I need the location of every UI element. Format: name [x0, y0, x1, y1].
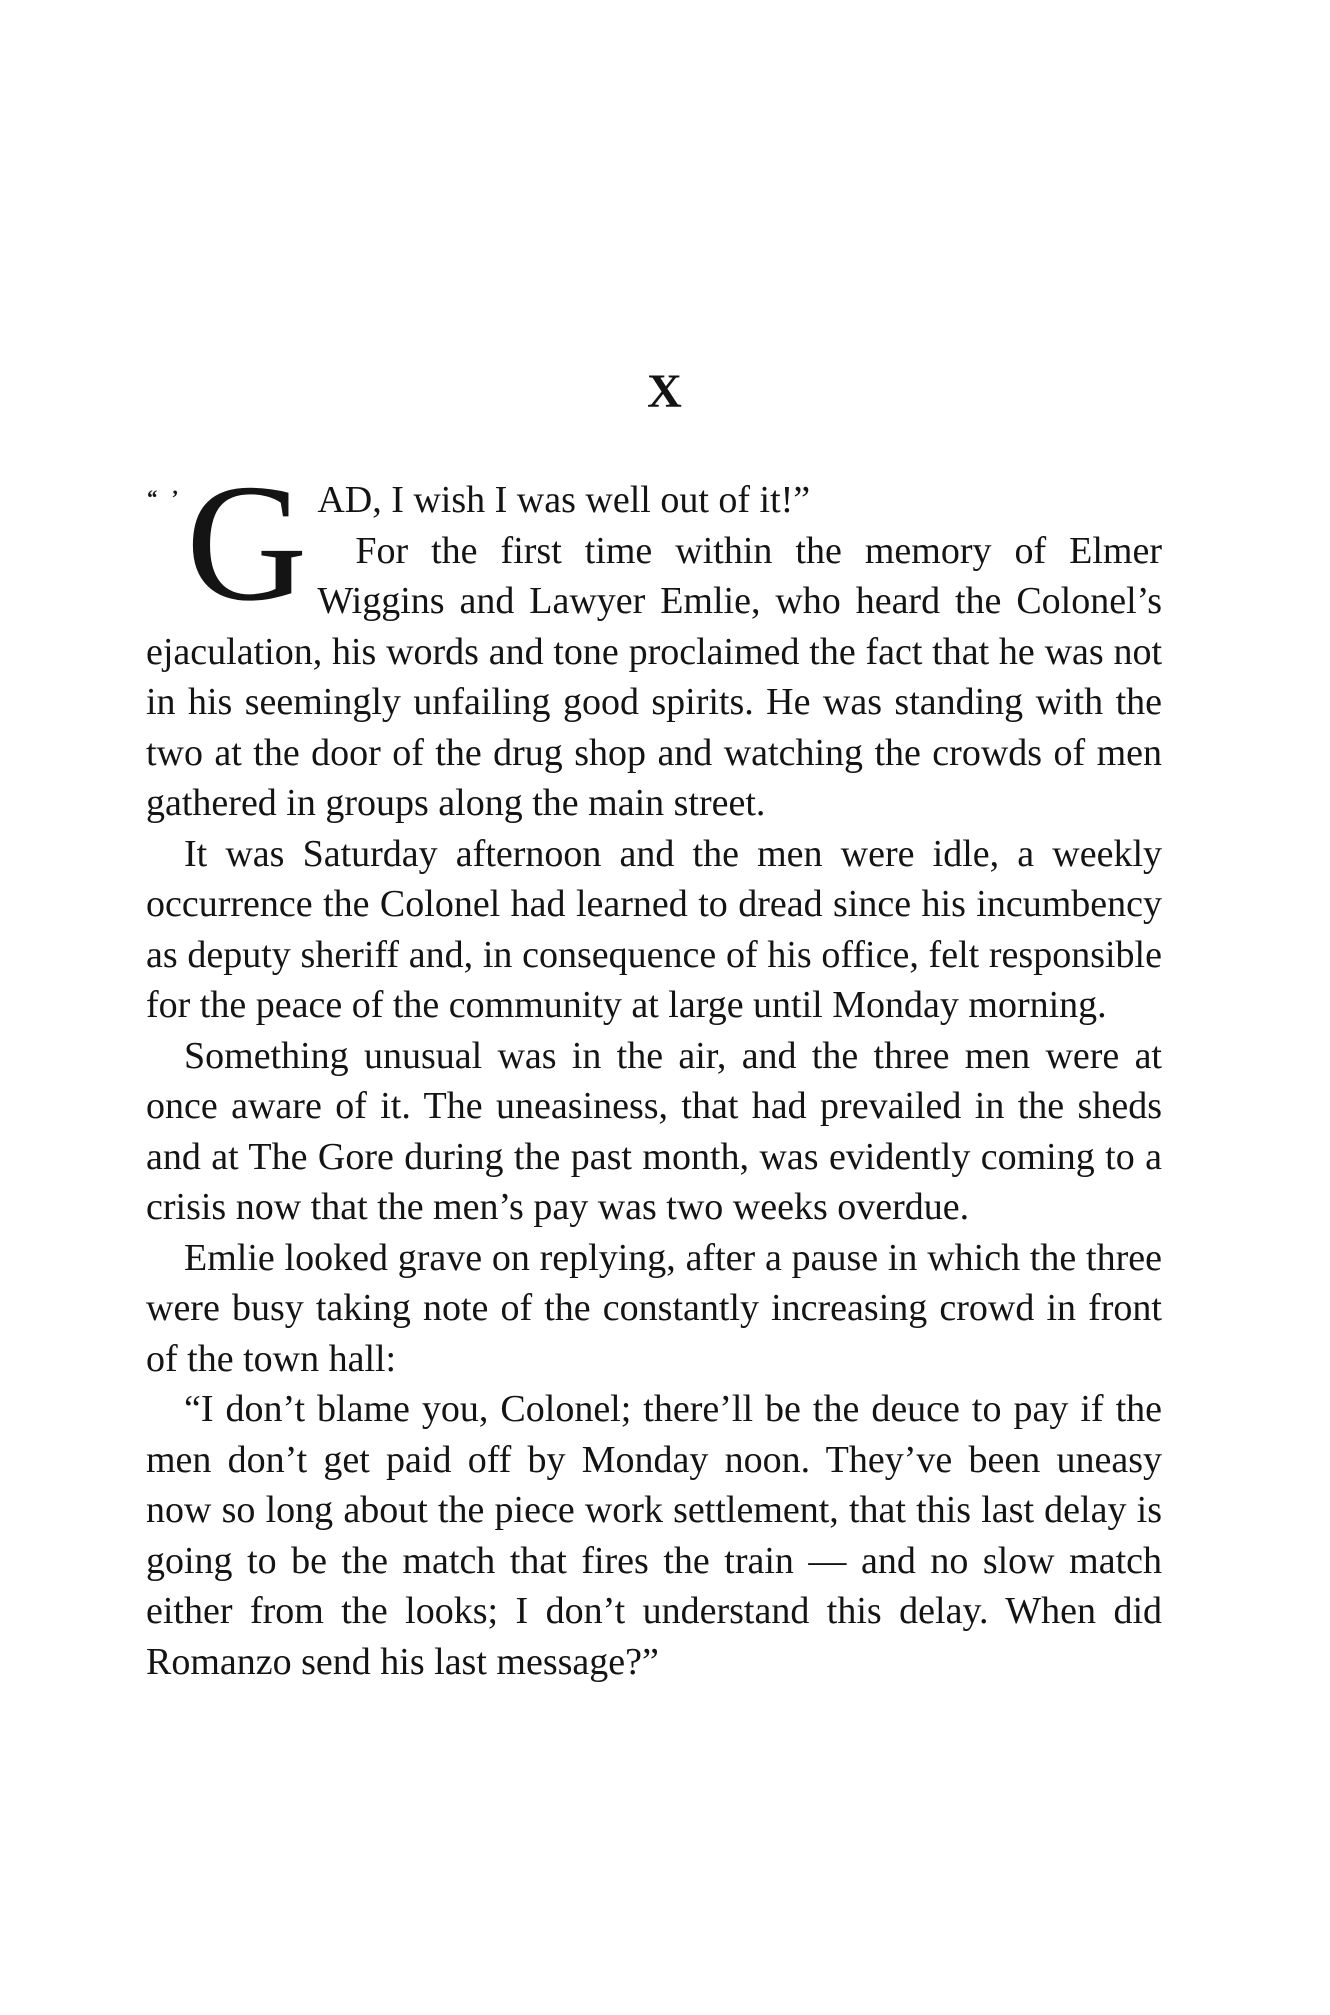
paragraph-2: It was Saturday afternoon and the men were idle, a weekly occurrence the Colonel had learned to dread since his incumbency as deputy sheriff and, in consequence of his office, felt responsible for the peace of the community at large until Monday morning. [146, 832, 1162, 1026]
opening-quote-mark: “ ’ [146, 485, 182, 510]
drop-cap-letter: G [186, 450, 308, 636]
paragraph-5: “I don’t blame you, Colonel; there’ll be the deuce to pay if the men don’t get paid off by Monday noon. They’ve been uneasy now so long about the piece work settlement, that this last delay is going to be the match that fires the train — and no slow match either from the looks; I don’t understand this delay. When did Romanzo send his last message?” [146, 1388, 1162, 1683]
paragraph-4: Emlie looked grave on replying, after a pause in which the three were busy taking note of the constantly increasing crowd in front of the town hall: [146, 1236, 1162, 1380]
chapter-number: X [647, 365, 683, 418]
paragraph-3: Something unusual was in the air, and the three men were at once aware of it. The uneasiness, that had prevailed in the sheds and at The Gore during the past month, was evidently coming to a crisis now that the men’s pay was two weeks overdue. [146, 1034, 1162, 1228]
paragraph-1: For the first time within the memory of Elmer Wiggins and Lawyer Emlie, who heard the Colonel’s ejaculation, his words and tone proclaimed the fact that he was not in his seemingly unfailing good spirits. He was standing with the two at the door of the drug shop and watching the crowds of men gathered in groups along the main street. [146, 529, 1162, 824]
opening-line: AD, I wish I was well out of it!” [317, 479, 811, 521]
chapter-text [146, 450, 1162, 1687]
